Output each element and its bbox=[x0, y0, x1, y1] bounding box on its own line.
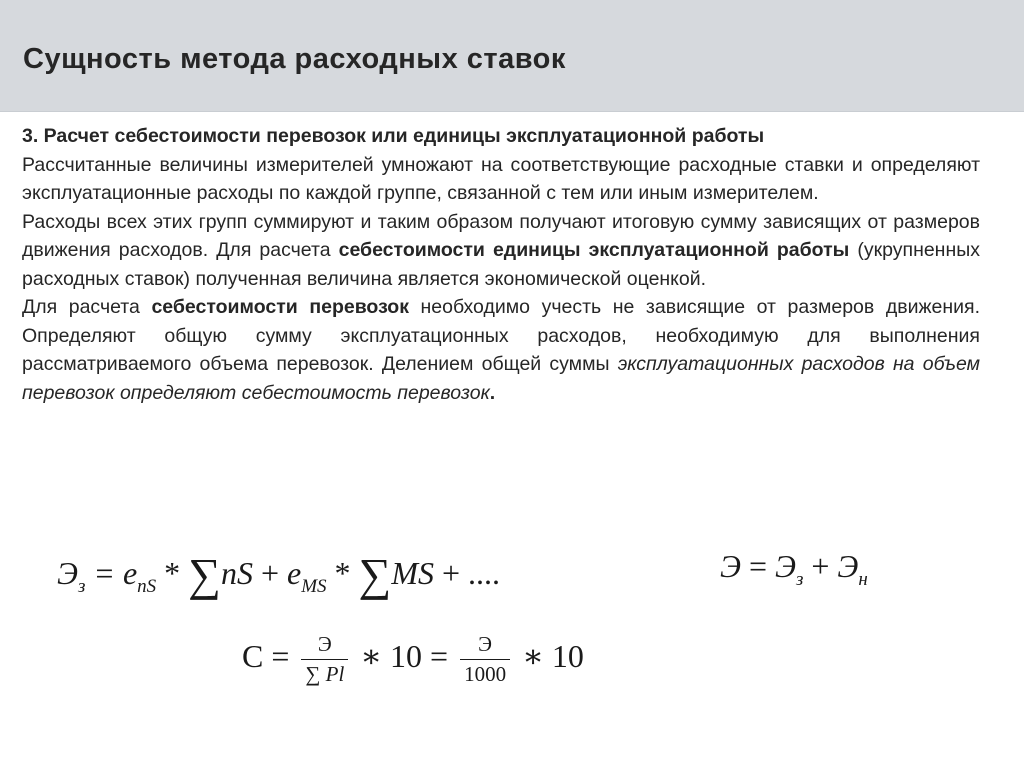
paragraph-3-text-a: Для расчета bbox=[22, 296, 152, 318]
formula-3-tail: ∗ 10 bbox=[514, 637, 584, 674]
formula-variable-costs bbox=[57, 548, 500, 601]
formula-2-t1: Э bbox=[775, 548, 796, 584]
paragraph-2-text-b: (укрупненных расходных ставок) полученная величина является экономической оценкой. bbox=[22, 239, 980, 290]
fraction-2-numerator: Э bbox=[460, 632, 510, 660]
formula-3-lhs: C = bbox=[242, 637, 298, 674]
paragraph-3-italic: эксплуатационных расходов на объем перевозок определяют себестоимость перевозок bbox=[22, 353, 980, 404]
slide-body bbox=[22, 122, 980, 407]
sum-sign: ∑ bbox=[188, 549, 221, 600]
formula-1-e2-sub: MS bbox=[301, 576, 327, 597]
paragraph-3-end: . bbox=[489, 381, 496, 404]
formula-2-t2: Э bbox=[837, 548, 859, 584]
formula-2-t1-sub: з bbox=[795, 569, 804, 590]
paragraph-3-bold: себестоимости перевозок bbox=[151, 296, 409, 318]
formula-1-e1-sub: nS bbox=[137, 576, 157, 597]
formula-1-term2: MS bbox=[391, 555, 434, 591]
formula-3-mid: ∗ 10 = bbox=[352, 637, 457, 674]
paragraph-3-text-b: необходимо учесть не зависящие от размеров движения. Определяют общую сумму эксплуатационных расходов, необходимую для выполнения рассматриваемого объема перевозок. Делением общей суммы bbox=[22, 296, 980, 375]
section-subtitle: 3. Расчет себестоимости перевозок или единицы эксплуатационной работы bbox=[22, 125, 765, 147]
paragraph-2 bbox=[22, 208, 980, 294]
fraction-1-numerator: Э bbox=[301, 632, 348, 660]
formula-1-op1: * bbox=[156, 555, 189, 591]
formula-1-lhs: Э bbox=[57, 555, 78, 591]
paragraph-3 bbox=[22, 293, 980, 407]
formula-1-term1: nS bbox=[220, 555, 253, 591]
sum-sign: ∑ bbox=[358, 549, 392, 600]
fraction-2-denominator: 1000 bbox=[464, 662, 507, 686]
paragraph-2-text-a: Расходы всех этих групп суммируют и таким образом получают итоговую сумму зависящих от размеров движения расходов. Для расчета bbox=[22, 210, 980, 261]
formula-1-op2: * bbox=[326, 555, 359, 591]
fraction-1-denominator: ∑ Pl bbox=[305, 662, 345, 686]
formula-1-plus: + bbox=[252, 555, 288, 591]
slide-header bbox=[0, 0, 1024, 112]
fraction-2 bbox=[460, 632, 510, 687]
slide-title: Сущность метода расходных ставок bbox=[23, 43, 566, 75]
paragraph-2-bold: себестоимости единицы эксплуатационной работы bbox=[338, 239, 850, 261]
formula-cost-price bbox=[242, 632, 584, 687]
formula-1-e2: e bbox=[287, 555, 302, 591]
formula-total-costs bbox=[720, 548, 868, 591]
paragraph-1: Рассчитанные величины измерителей умножают на соответствующие расходные ставки и определяют эксплуатационные расходы по каждой группе, связанной с тем или иным измерителем. bbox=[22, 153, 980, 204]
formula-2-lhs: Э bbox=[720, 548, 741, 584]
formula-1-eq: = bbox=[85, 555, 123, 591]
formula-2-plus: + bbox=[803, 548, 838, 584]
formula-1-tail: + .... bbox=[434, 555, 501, 591]
formula-2-t2-sub: н bbox=[858, 569, 868, 590]
formula-1-lhs-sub: з bbox=[77, 576, 86, 597]
formula-2-eq: = bbox=[740, 548, 775, 584]
fraction-1 bbox=[301, 632, 348, 687]
formula-1-e1: e bbox=[122, 555, 138, 591]
